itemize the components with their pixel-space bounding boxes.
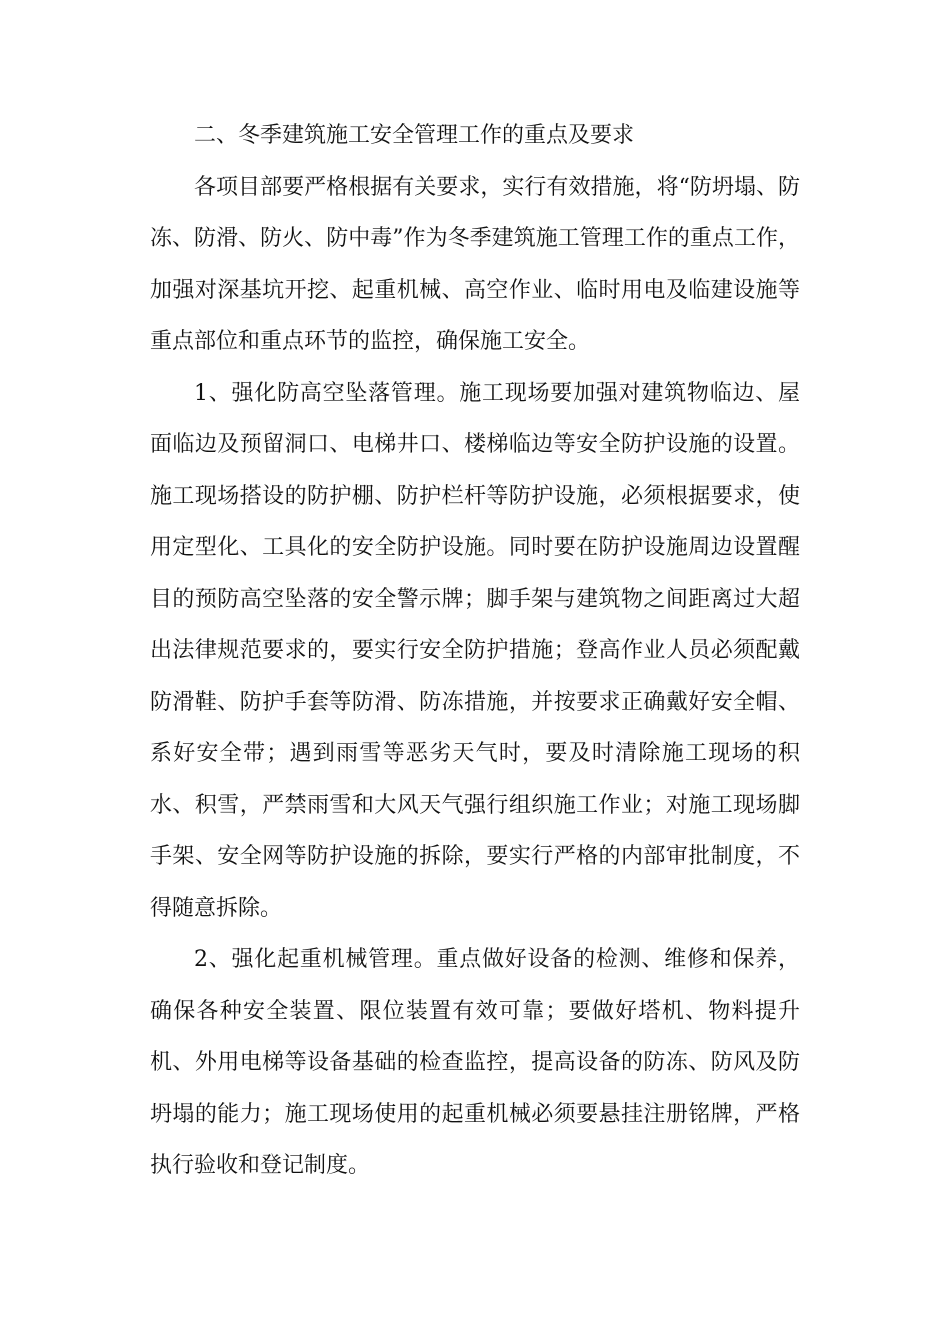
paragraph-lifting-machinery: 2、强化起重机械管理。重点做好设备的检测、维修和保养，确保各种安全装置、限位装置有效可靠；要做好塔机、物料提升机、外用电梯等设备基础的检查监控，提高设备的防冻、防风及防坍塌的能力；施工现场使用的起重机械必须要悬挂注册铭牌，严格执行验收和登记制度。	[150, 947, 800, 1178]
document-body	[150, 110, 800, 1192]
paragraph-fall-protection: 1、强化防高空坠落管理。施工现场要加强对建筑物临边、屋面临边及预留洞口、电梯井口、楼梯临边等安全防护设施的设置。施工现场搭设的防护棚、防护栏杆等防护设施，必须根据要求，使用定型化、工具化的安全防护设施。同时要在防护设施周边设置醒目的预防高空坠落的安全警示牌；脚手架与建筑物之间距离过大超出法律规范要求的，要实行安全防护措施；登高作业人员必须配戴防滑鞋、防护手套等防滑、防冻措施，并按要求正确戴好安全帽、系好安全带；遇到雨雪等恶劣天气时，要及时清除施工现场的积水、积雪，严禁雨雪和大风天气强行组织施工作业；对施工现场脚手架、安全网等防护设施的拆除，要实行严格的内部审批制度，不得随意拆除。	[150, 380, 800, 921]
paragraph-intro: 各项目部要严格根据有关要求，实行有效措施，将“防坍塌、防冻、防滑、防火、防中毒”作为冬季建筑施工管理工作的重点工作，加强对深基坑开挖、起重机械、高空作业、临时用电及临建设施等重点部位和重点环节的监控，确保施工安全。	[150, 174, 800, 354]
section-heading: 二、冬季建筑施工安全管理工作的重点及要求	[194, 123, 635, 148]
